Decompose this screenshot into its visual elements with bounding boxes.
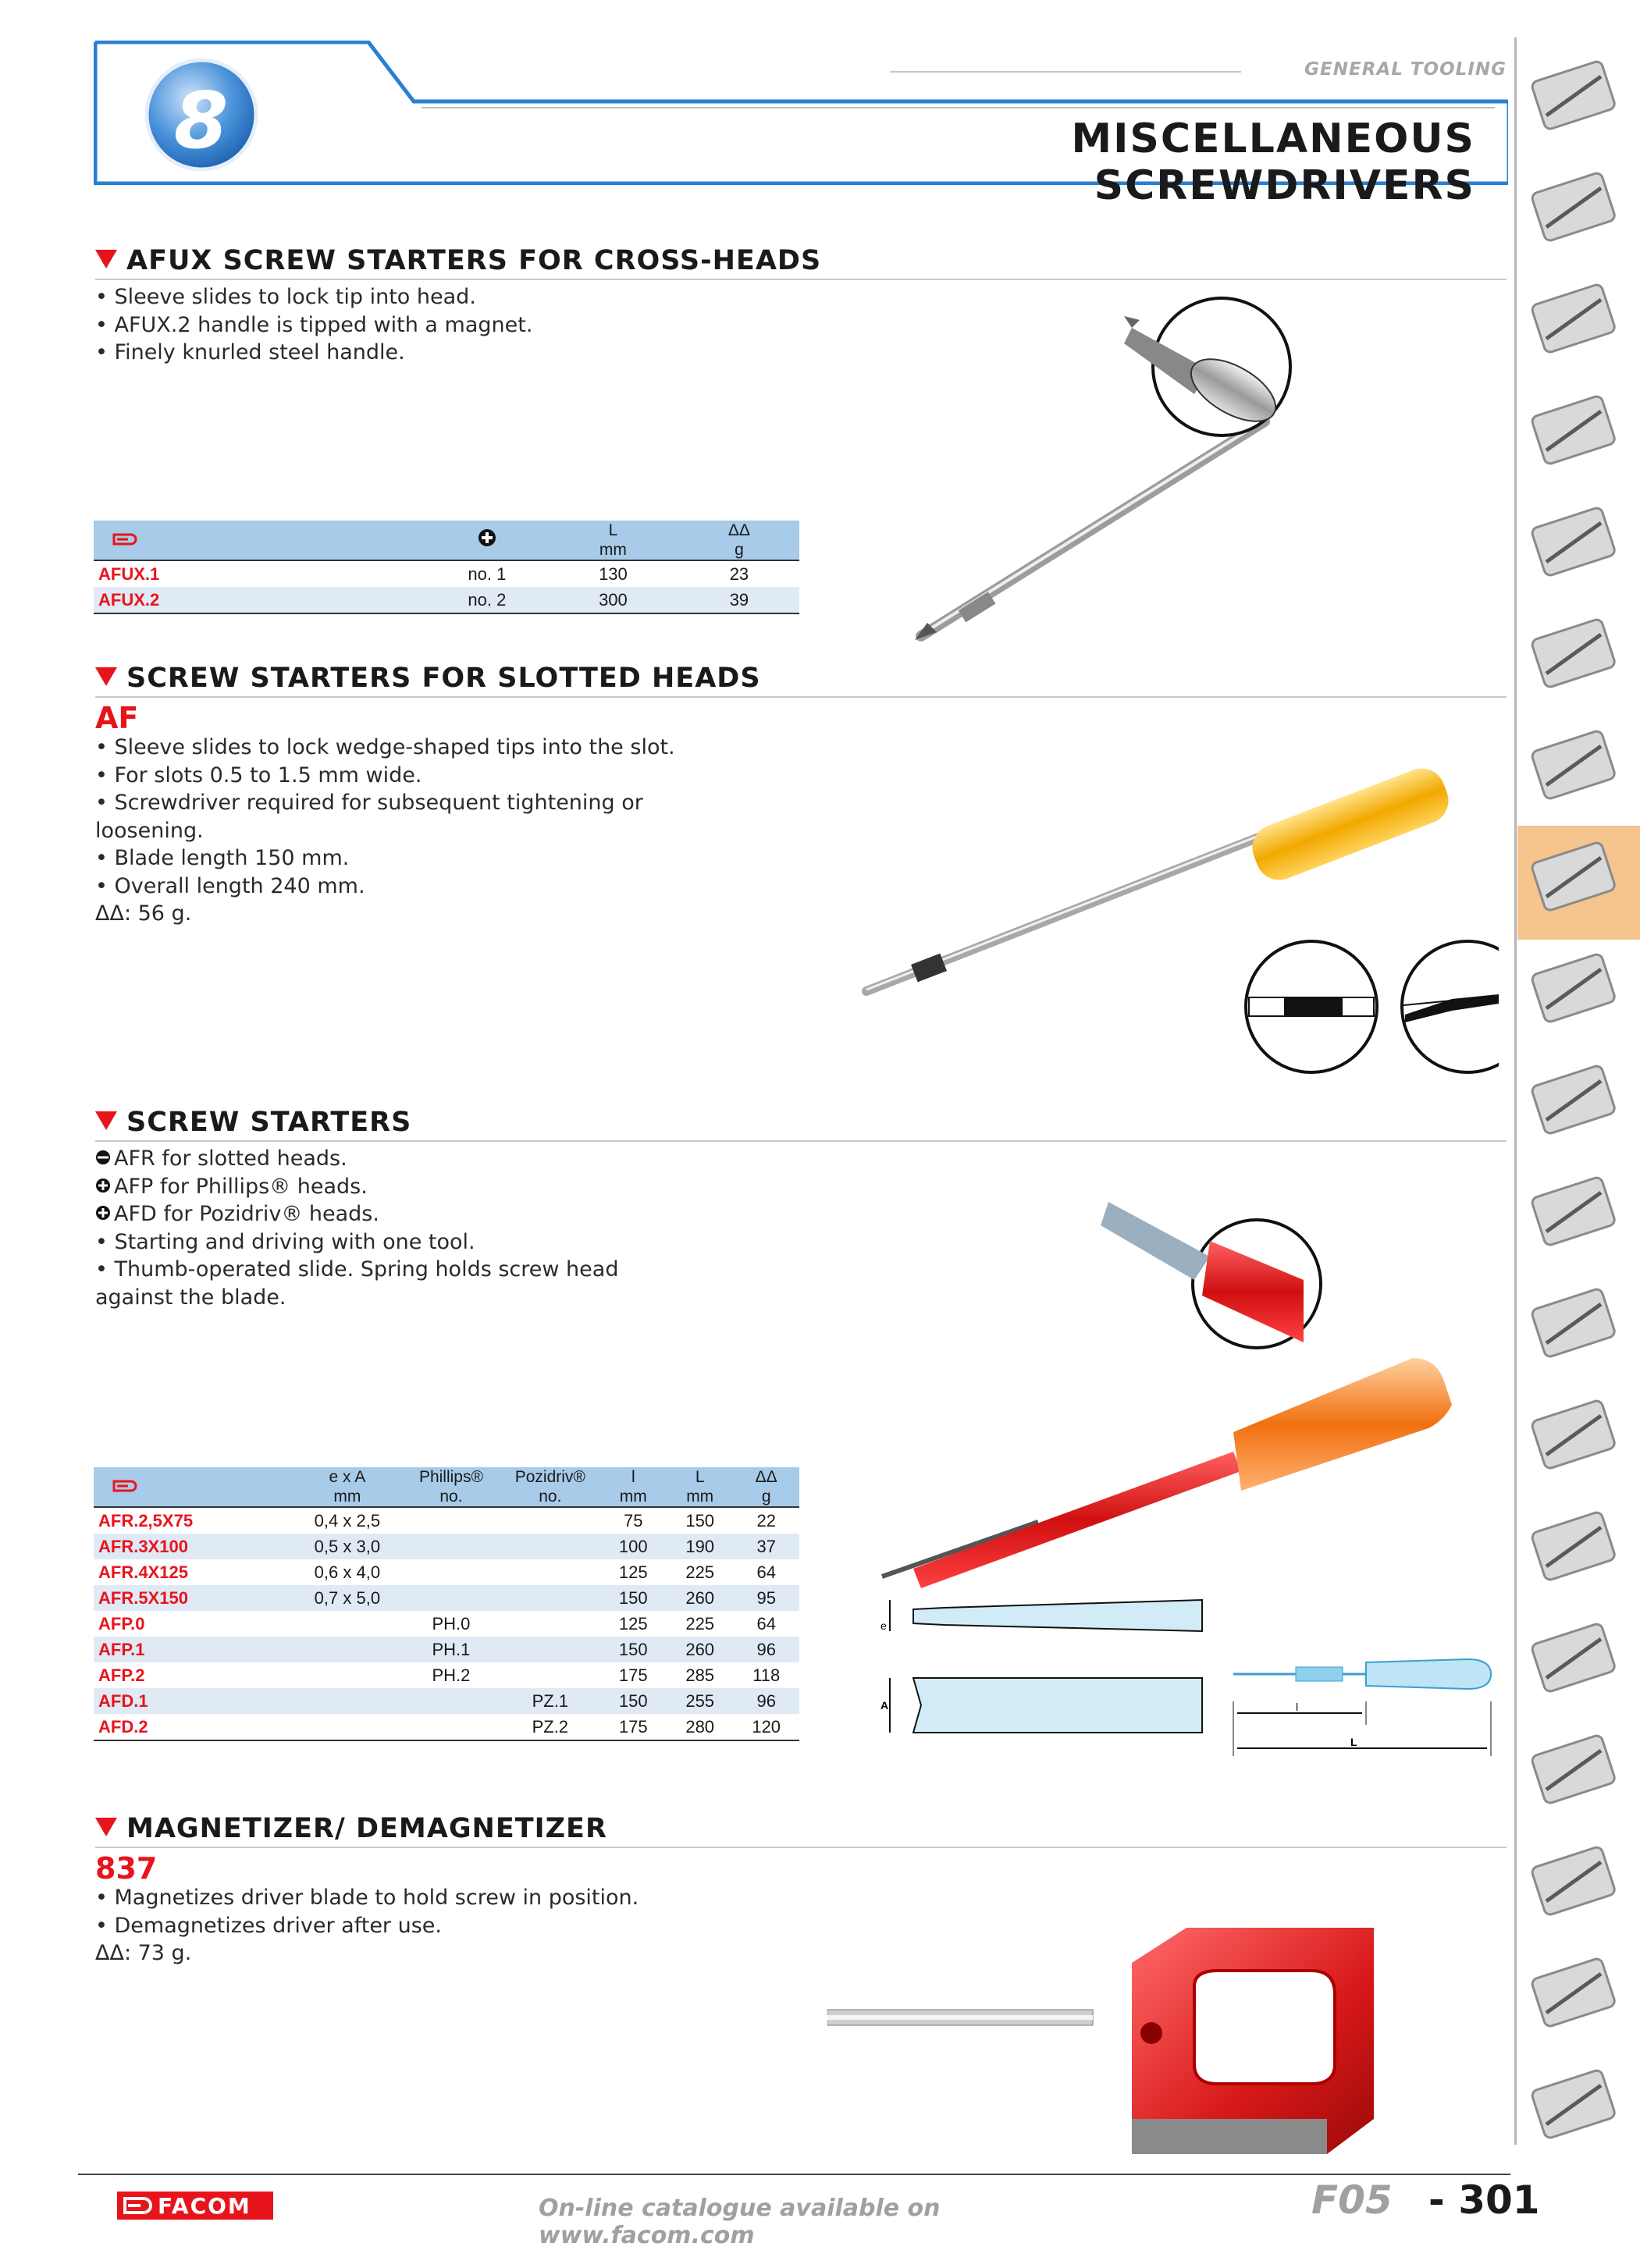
section-marker-icon bbox=[95, 250, 117, 268]
section-divider bbox=[95, 696, 1507, 698]
list-item: • Demagnetizes driver after use. bbox=[95, 1913, 442, 1938]
list-item: • Overall length 240 mm. bbox=[95, 873, 365, 898]
screwdriver-icon[interactable] bbox=[1523, 723, 1624, 809]
screw-starters-spec-table: e x A Phillips® Pozidriv® l L ΔΔ mm no. no. mm mm g AFR.2,5X75 0,4 x 2,5 75 150 22 AFR.3X100 0,5 x 3,0 100 190 37 AFR.4X125 0,6 x 4,0 125 225 64 AFR.5X150 0,7 x 5,0 150 260 95 AFP.0 PH.0 125 225 64 AFP.1 PH.1 150 260 96 AFP.2 PH.2 175 285 118 AFD.1 PZ.1 150 255 96 AFD.2 PZ.2 175 280 120 bbox=[94, 1467, 799, 1741]
list-item: • Blade length 150 mm. bbox=[95, 846, 350, 870]
weight-unit: g bbox=[679, 540, 799, 560]
list-item: • Magnetizes driver blade to hold screw in position. bbox=[95, 1886, 639, 1910]
cable-tools-icon[interactable] bbox=[1523, 1950, 1624, 2036]
length-dimension-diagram bbox=[1233, 1659, 1491, 1756]
table-row: AFR.3X100 0,5 x 3,0 100 190 37 bbox=[94, 1534, 799, 1559]
chapter-sidebar bbox=[1510, 37, 1640, 2145]
section-magnetizer-heading: MAGNETIZER/ DEMAGNETIZER bbox=[95, 1813, 607, 1844]
slotted-head-icon bbox=[95, 1145, 114, 1173]
screw-starters-rows bbox=[94, 1507, 799, 1740]
pliers-icon[interactable] bbox=[1523, 946, 1624, 1032]
svg-text:L: L bbox=[1350, 1736, 1357, 1748]
chapter-number: 8 bbox=[173, 75, 229, 166]
section-af-heading: SCREW STARTERS FOR SLOTTED HEADS bbox=[95, 663, 761, 694]
table-row: AFP.1 PH.1 150 260 96 bbox=[94, 1637, 799, 1662]
socket-icon[interactable] bbox=[1523, 611, 1624, 697]
section-divider bbox=[95, 1847, 1507, 1848]
catalogue-code: F05 bbox=[1311, 2177, 1393, 2223]
magnetizer-image bbox=[827, 1916, 1374, 2166]
list-item: against the blade. bbox=[95, 1285, 286, 1310]
tool-trolley-icon[interactable] bbox=[1523, 53, 1624, 139]
section-marker-icon bbox=[95, 1111, 117, 1130]
magnetizer-features bbox=[95, 1884, 798, 1968]
reference-column-icon bbox=[94, 1467, 293, 1507]
pozidriv-head-icon bbox=[95, 1200, 114, 1228]
list-item: • Thumb-operated slide. Spring holds screw head bbox=[95, 1257, 619, 1282]
section-screw-starters-heading: SCREW STARTERS bbox=[95, 1107, 411, 1138]
misc-screwdriver-icon[interactable] bbox=[1523, 834, 1624, 920]
footer-divider bbox=[78, 2174, 1510, 2175]
impact-wrench-icon[interactable] bbox=[1523, 1504, 1624, 1590]
list-item: • Sleeve slides to lock tip into head. bbox=[95, 285, 476, 309]
wrench-icon[interactable] bbox=[1523, 499, 1624, 585]
svg-text:e: e bbox=[880, 1619, 887, 1632]
list-item: loosening. bbox=[95, 818, 204, 843]
af-features bbox=[95, 734, 798, 928]
section-marker-icon bbox=[95, 1818, 117, 1836]
list-item: • Sleeve slides to lock wedge-shaped tips into the slot. bbox=[95, 735, 675, 759]
afux-tool-image bbox=[898, 297, 1335, 648]
roller-cabinet-icon[interactable] bbox=[1523, 165, 1624, 251]
list-item: • Finely knurled steel handle. bbox=[95, 340, 405, 364]
workbench-icon[interactable] bbox=[1523, 276, 1624, 362]
length-unit: mm bbox=[547, 540, 679, 560]
list-item: • For slots 0.5 to 1.5 mm wide. bbox=[95, 763, 422, 787]
af-tool-image bbox=[859, 734, 1499, 1077]
list-item: • Screwdriver required for subsequent tightening or bbox=[95, 791, 643, 815]
afux-features bbox=[95, 283, 798, 367]
list-item: • AFUX.2 handle is tipped with a magnet. bbox=[95, 312, 533, 337]
list-item: AFR for slotted heads. bbox=[95, 1145, 798, 1173]
table-row: AFP.2 PH.2 175 285 118 bbox=[98, 1665, 781, 1685]
puller-icon[interactable] bbox=[1523, 1392, 1624, 1478]
toolbox-icon[interactable] bbox=[1523, 388, 1624, 474]
hammer-icon[interactable] bbox=[1523, 1169, 1624, 1255]
reference-column-icon bbox=[94, 521, 427, 560]
hacksaw-icon[interactable] bbox=[1523, 1281, 1624, 1367]
table-row: AFUX.1 no. 1 130 23 bbox=[94, 560, 799, 587]
page-title: MISCELLANEOUS SCREWDRIVERS bbox=[1071, 116, 1475, 209]
measuring-tape-icon[interactable] bbox=[1523, 1058, 1624, 1143]
svg-text:l: l bbox=[1296, 1701, 1299, 1713]
weight-header: ΔΔ bbox=[679, 521, 799, 540]
list-item: AFP for Phillips® heads. bbox=[95, 1173, 798, 1201]
facom-logo: FACOM bbox=[117, 2192, 273, 2220]
phillips-head-icon bbox=[95, 1173, 114, 1201]
list-item: ΔΔ: 56 g. bbox=[95, 901, 192, 926]
table-row: AFUX.2 no. 2 300 39 bbox=[94, 587, 799, 613]
screw-starters-features bbox=[95, 1145, 798, 1311]
screw-starter-tool-image bbox=[866, 1163, 1507, 1772]
table-row: AFR.2,5X75 0,4 x 2,5 75 150 22 bbox=[94, 1507, 799, 1534]
afux-spec-table bbox=[94, 521, 799, 614]
pipe-wrench-icon[interactable] bbox=[1523, 1616, 1624, 1701]
svg-text:A: A bbox=[880, 1699, 889, 1712]
facom-logo-icon bbox=[120, 2192, 155, 2220]
list-item: • Starting and driving with one tool. bbox=[95, 1229, 475, 1254]
product-code: AF bbox=[95, 701, 139, 735]
table-row: AFR.5X150 0,7 x 5,0 150 260 95 bbox=[94, 1585, 799, 1611]
list-item: ΔΔ: 73 g. bbox=[95, 1941, 192, 1965]
section-divider bbox=[95, 279, 1507, 280]
category-label: GENERAL TOOLING bbox=[1304, 59, 1507, 80]
section-divider bbox=[95, 1140, 1507, 1142]
table-row: AFR.4X125 0,6 x 4,0 125 225 64 bbox=[98, 1562, 776, 1582]
blade-profile-diagram bbox=[880, 1600, 1202, 1733]
page-number: - 301 bbox=[1428, 2177, 1540, 2223]
length-header: L bbox=[547, 521, 679, 540]
footer-website-note: On-line catalogue available on www.facom.com bbox=[539, 2195, 941, 2249]
aircraft-icon[interactable] bbox=[1523, 1727, 1624, 1813]
section-marker-icon bbox=[95, 667, 117, 686]
table-row: AFP.0 PH.0 125 225 64 bbox=[98, 1613, 776, 1633]
electrical-pylon-icon[interactable] bbox=[1523, 1839, 1624, 1925]
cross-head-icon bbox=[427, 521, 547, 560]
section-afux-heading: AFUX SCREW STARTERS FOR CROSS-HEADS bbox=[95, 245, 821, 276]
product-code: 837 bbox=[95, 1851, 158, 1886]
list-item: AFD for Pozidriv® heads. bbox=[95, 1200, 798, 1228]
table-row: AFD.2 PZ.2 175 280 120 bbox=[94, 1714, 799, 1740]
table-row: AFD.1 PZ.1 150 255 96 bbox=[94, 1688, 799, 1714]
car-icon[interactable] bbox=[1523, 2062, 1624, 2148]
